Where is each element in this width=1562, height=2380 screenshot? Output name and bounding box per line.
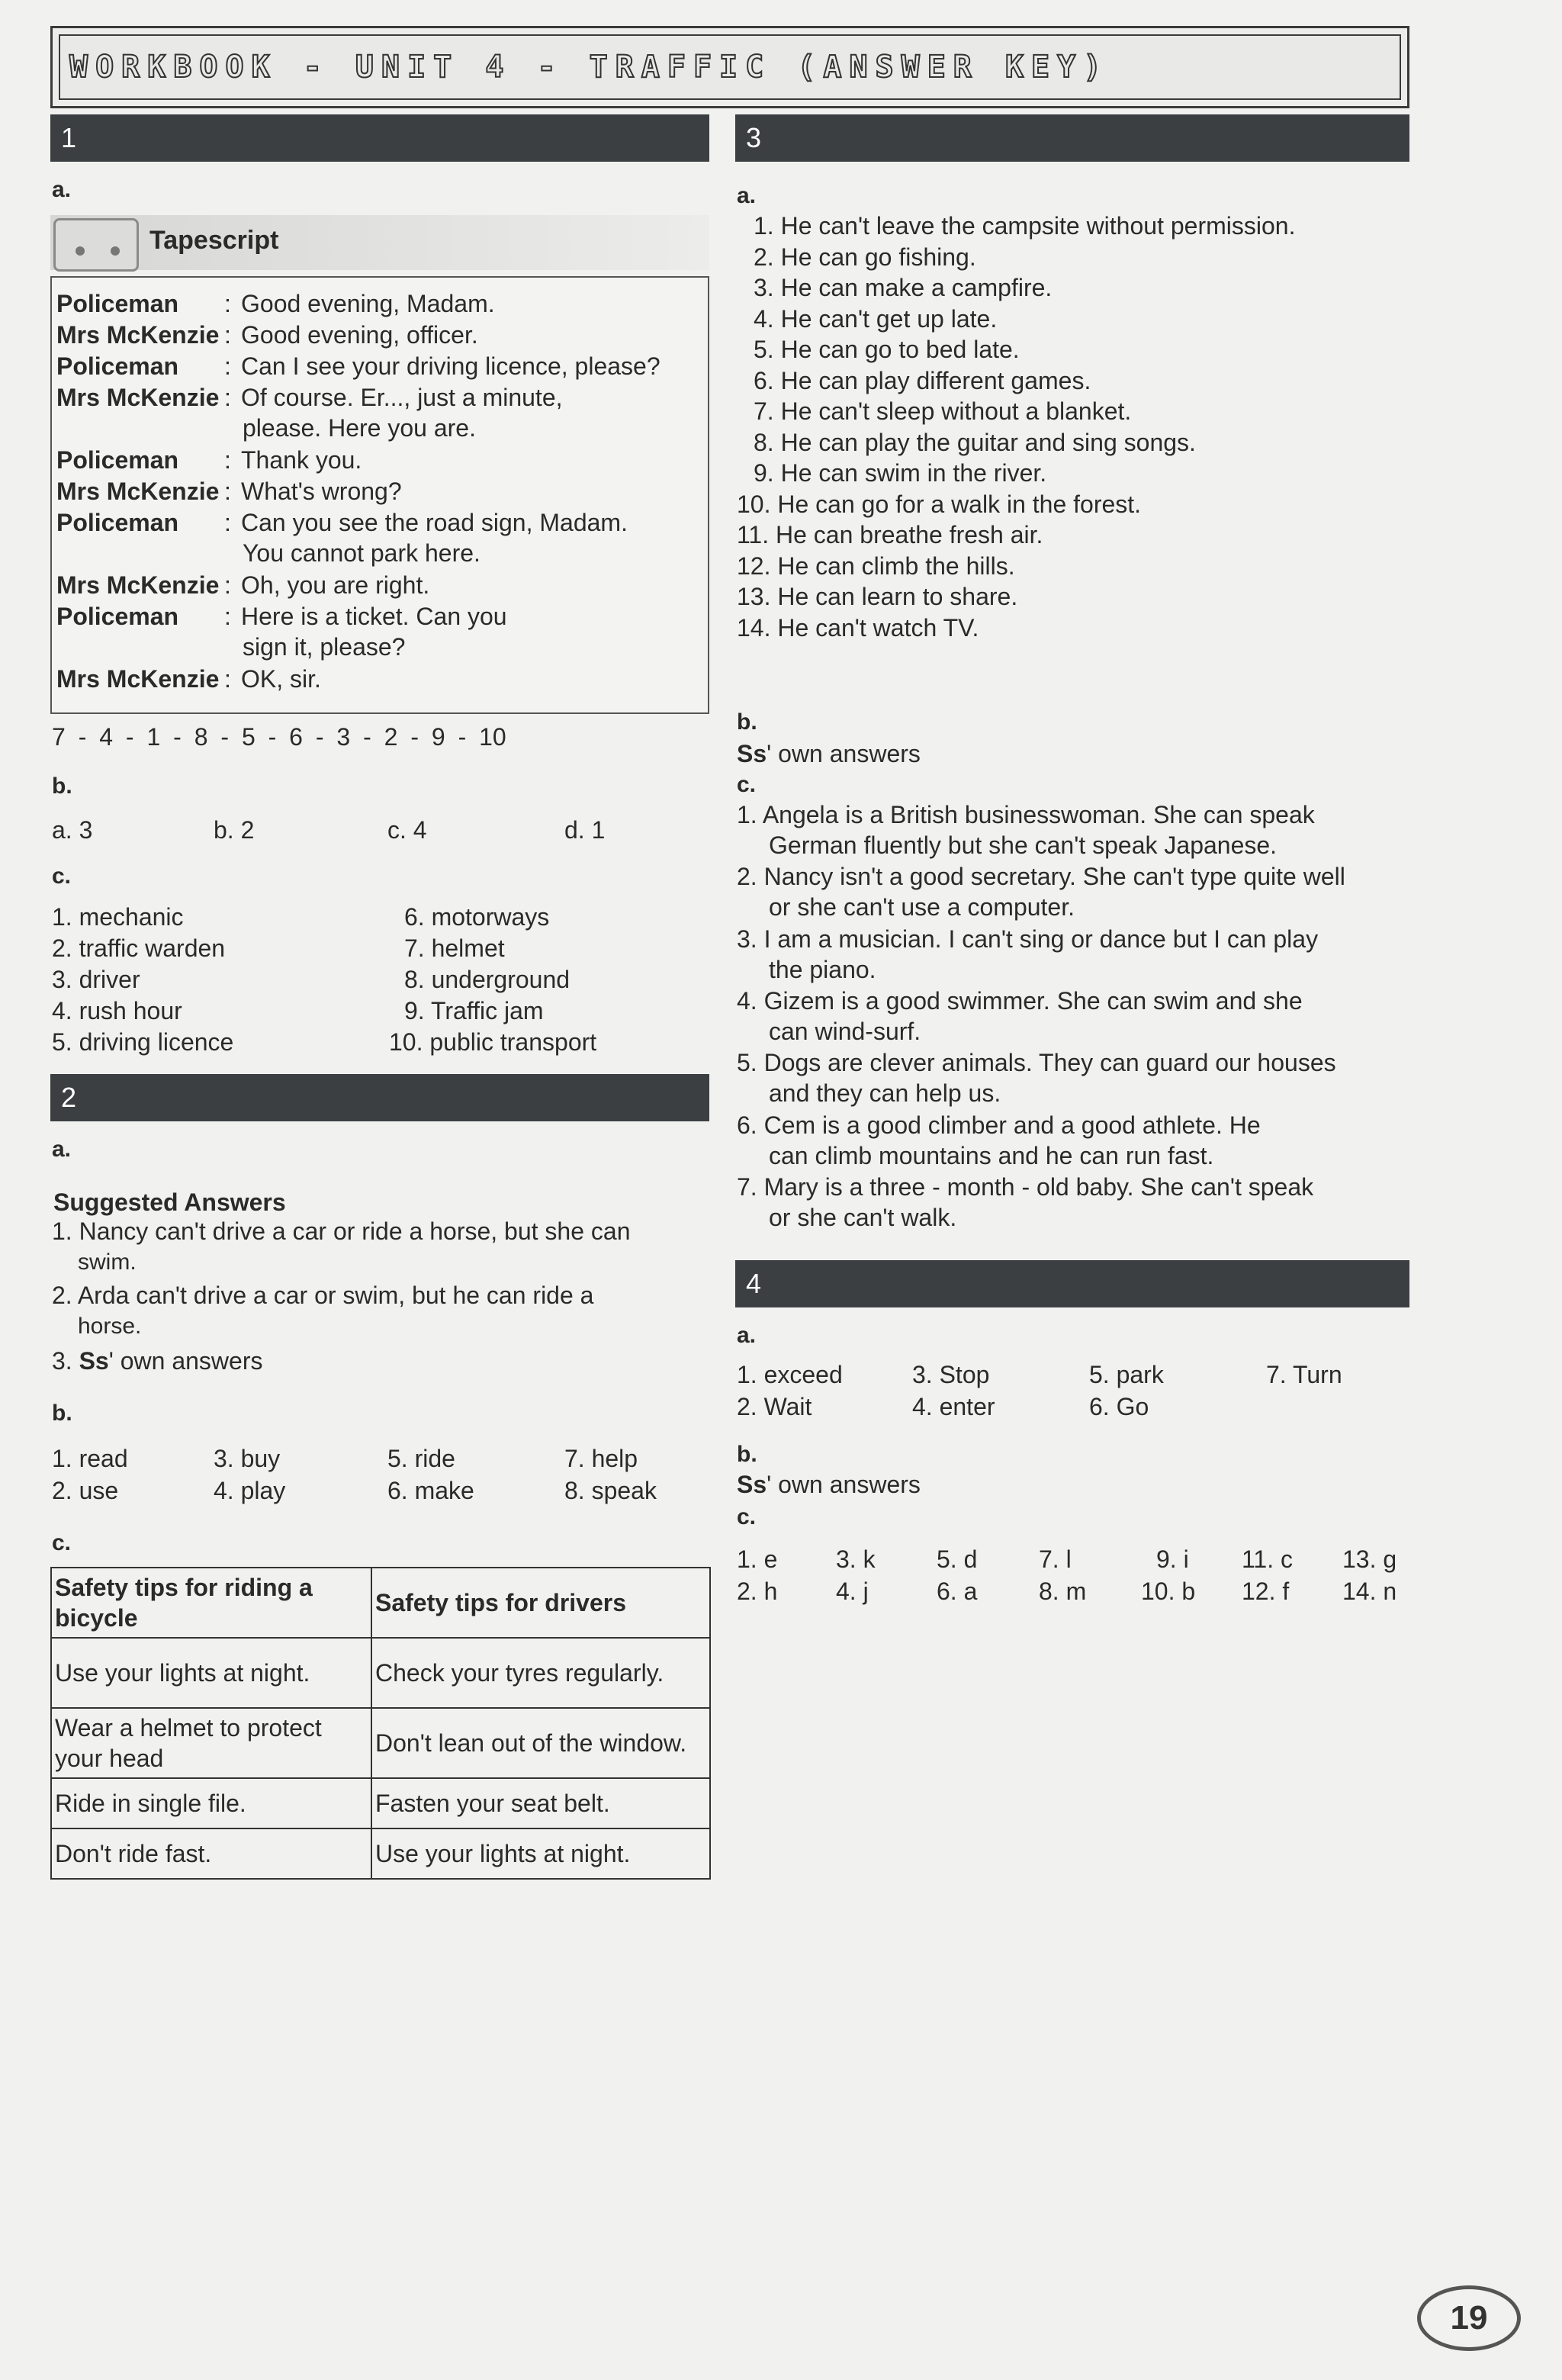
dialogue-continuation: please. Here you are. [243,414,476,442]
section-3-c-label: c. [737,772,757,797]
table-row [51,1708,710,1778]
dialogue-continuation: sign it, please? [243,633,406,661]
answer-line: 14. He can't watch TV. [737,613,979,642]
answer-item: 6. Go [1089,1393,1149,1420]
table-row [51,1638,710,1708]
answer-line: 5. He can go to bed late. [754,336,1020,363]
section-3-number: 3 [746,122,762,153]
answer-line: 9. He can swim in the river. [754,459,1047,487]
answer-line: 2. Nancy isn't a good secretary. She can't type quite well [737,863,1345,891]
match-item: 1. e [737,1545,778,1573]
answer-line: 6. Cem is a good climber and a good athlete. He [737,1111,1261,1139]
verb-item: 4. play [214,1477,286,1504]
section-4-c-label: c. [737,1504,757,1529]
table-row [51,1778,710,1828]
verb-item: 6. make [387,1477,474,1504]
vocab-item: 5. driving licence [52,1028,234,1056]
dialogue-line: Policeman : Good evening, Madam. [56,290,495,317]
dialogue-line: Mrs McKenzie : Oh, you are right. [56,571,430,599]
vocab-item: 7. helmet [404,934,505,962]
answer-line: 8. He can play the guitar and sing songs. [754,428,1196,456]
match-item: 2. h [737,1578,778,1605]
section-2-a-label: a. [52,1137,72,1162]
cassette-icon [53,218,139,272]
answer-item: c. 4 [387,816,427,844]
section-4-bar [735,1260,1409,1307]
answer-continuation: can climb mountains and he can run fast. [769,1141,1214,1169]
section-4-b-label: b. [737,1442,757,1467]
dialogue-line: Policeman : Can you see the road sign, Madam. [56,509,628,536]
tapescript-box [50,276,709,714]
table-cell: Use your lights at night. [51,1638,371,1708]
table-header-cell: Safety tips for drivers [371,1568,710,1638]
verb-item: 7. help [564,1445,638,1472]
section-2-c-label: c. [52,1530,72,1555]
section-2-b-label: b. [52,1401,72,1426]
match-item: 3. k [836,1545,876,1573]
dialogue-line: Mrs McKenzie : What's wrong? [56,478,402,505]
answer-line: 1. Nancy can't drive a car or ride a horse, but she can [52,1217,631,1245]
verb-item: 8. speak [564,1477,657,1504]
section-4-number: 4 [746,1268,762,1299]
table-header-cell: Safety tips for riding a bicycle [51,1568,371,1638]
answer-line: 1. Angela is a British businesswoman. She can speak [737,801,1315,828]
table-cell: Check your tyres regularly. [371,1638,710,1708]
answer-continuation: German fluently but she can't speak Japanese. [769,831,1278,859]
vocab-item: 10. public transport [389,1028,597,1056]
answer-line: 12. He can climb the hills. [737,552,1015,580]
answer-line: 2. Arda can't drive a car or swim, but he can ride a [52,1282,594,1309]
dialogue-continuation: You cannot park here. [243,539,480,567]
match-item: 14. n [1342,1578,1397,1605]
answer-line: 13. He can learn to share. [737,583,1018,610]
section-1-a-label: a. [52,177,72,202]
dialogue-line: Policeman : Here is a ticket. Can you [56,603,507,630]
section-3-bar [735,114,1409,162]
table-cell: Don't ride fast. [51,1828,371,1879]
section-1-bar [50,114,709,162]
match-item: 11. c [1242,1545,1293,1573]
header-frame [50,26,1409,108]
answer-item: 2. Wait [737,1393,812,1420]
section-2-number: 2 [61,1082,77,1113]
verb-item: 5. ride [387,1445,455,1472]
answer-line: 11. He can breathe fresh air. [737,521,1043,548]
answer-line: 3. I am a musician. I can't sing or dance but I can play [737,925,1319,953]
answer-line: 4. He can't get up late. [754,304,998,333]
answer-item: 5. park [1089,1361,1164,1388]
answer-line: 10. He can go for a walk in the forest. [737,490,1142,518]
vocab-item: 4. rush hour [52,997,182,1024]
match-item: 6. a [937,1578,978,1605]
vocab-item: 6. motorways [404,903,550,931]
own-answers-note: Ss' own answers [737,1471,921,1498]
table-cell: Fasten your seat belt. [371,1778,710,1828]
answer-item: 4. enter [912,1393,995,1420]
table-header-row [51,1568,710,1638]
answer-continuation: swim. [78,1250,137,1275]
answer-continuation: the piano. [769,955,876,983]
own-answers-note: Ss' own answers [737,740,921,767]
tapescript-title: Tapescript [149,226,279,255]
answer-continuation: and they can help us. [769,1079,1001,1108]
suggested-answers-heading: Suggested Answers [53,1188,286,1216]
verb-item: 2. use [52,1477,119,1504]
section-1-c-label: c. [52,864,72,889]
answer-item: 7. Turn [1266,1361,1342,1388]
vocab-item: 1. mechanic [52,903,184,931]
answer-item: 1. exceed [737,1361,843,1388]
match-item: 7. l [1039,1545,1072,1573]
table-cell: Wear a helmet to protect your head [51,1708,371,1778]
answer-line: 7. Mary is a three - month - old baby. She can't speak [737,1172,1314,1201]
section-2-bar [50,1074,709,1121]
page-number: 19 [1417,2285,1521,2351]
vocab-item: 8. underground [404,966,570,993]
answer-line: 4. Gizem is a good swimmer. She can swim and she [737,986,1303,1015]
match-item: 12. f [1242,1578,1290,1605]
verb-item: 3. buy [214,1445,281,1472]
dialogue-line: Mrs McKenzie : Of course. Er..., just a minute, [56,384,563,411]
vocab-item: 2. traffic warden [52,934,226,962]
table-cell: Ride in single file. [51,1778,371,1828]
match-item: 5. d [937,1545,978,1573]
match-item: 13. g [1342,1545,1397,1573]
match-item: 4. j [836,1578,869,1605]
answer-continuation: horse. [78,1314,142,1339]
vocab-item: 3. driver [52,966,140,993]
answer-item: 3. Stop [912,1361,990,1388]
section-3-b-label: b. [737,709,757,735]
answer-line: 1. He can't leave the campsite without permission. [754,212,1296,240]
match-item: 9. i [1156,1545,1189,1573]
section-1-b-label: b. [52,774,72,799]
verb-item: 1. read [52,1445,128,1472]
answer-line: 5. Dogs are clever animals. They can guard our houses [737,1049,1336,1077]
tapescript-header [50,215,709,270]
match-item: 10. b [1141,1578,1196,1605]
table-cell: Don't lean out of the window. [371,1708,710,1778]
dialogue-line: Mrs McKenzie : OK, sir. [56,665,321,693]
dialogue-line: Policeman : Thank you. [56,446,362,474]
vocab-item: 9. Traffic jam [404,997,544,1024]
section-3-a-label: a. [737,183,757,208]
section-1-number: 1 [61,122,77,153]
answer-item: d. 1 [564,816,606,844]
answer-continuation: or she can't walk. [769,1203,957,1231]
answer-line: 3. He can make a campfire. [754,274,1053,301]
order-sequence: 7 - 4 - 1 - 8 - 5 - 6 - 3 - 2 - 9 - 10 [52,723,506,751]
answer-line: 3. Ss' own answers [52,1347,263,1375]
safety-tips-table [50,1567,711,1880]
answer-item: b. 2 [214,816,255,844]
table-cell: Use your lights at night. [371,1828,710,1879]
match-item: 8. m [1039,1578,1087,1605]
answer-continuation: or she can't use a computer. [769,893,1075,921]
answer-continuation: can wind-surf. [769,1017,921,1045]
page-title: WORKBOOK - UNIT 4 - TRAFFIC (ANSWER KEY) [69,50,1110,85]
header-inner [59,34,1401,100]
table-row [51,1828,710,1879]
dialogue-line: Mrs McKenzie : Good evening, officer. [56,321,478,349]
section-4-a-label: a. [737,1323,757,1348]
answer-item: a. 3 [52,816,93,844]
dialogue-line: Policeman : Can I see your driving licence, please? [56,352,660,380]
answer-line: 2. He can go fishing. [754,243,976,271]
answer-line: 6. He can play different games. [754,366,1091,394]
answer-line: 7. He can't sleep without a blanket. [754,397,1132,425]
